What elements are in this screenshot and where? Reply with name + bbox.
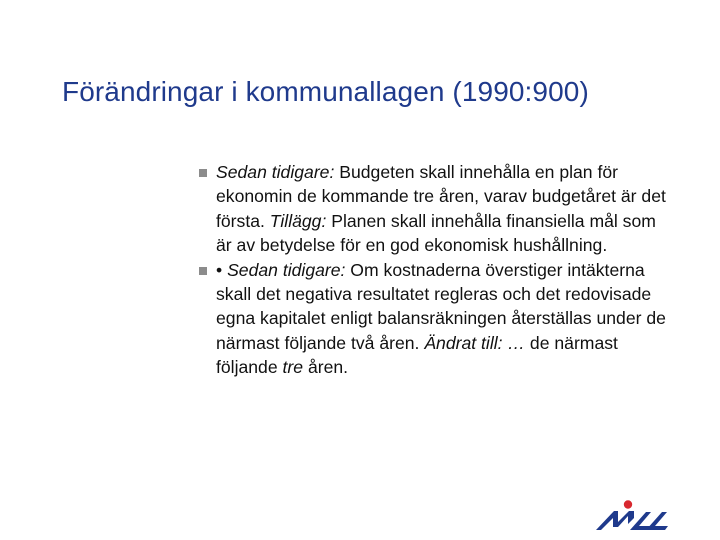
- bullet-text: [216, 162, 666, 255]
- nll-logo-icon: [594, 498, 670, 532]
- square-bullet-icon: [199, 169, 207, 177]
- bullet-text-run: Planen skall innehålla finansiella mål som är av betydelse för en god ekonomisk hushållning.: [216, 210, 656, 256]
- label-sedan-tidigare: Sedan tidigare:: [216, 162, 335, 182]
- label-tillagg: Tillägg:: [269, 210, 327, 231]
- logo-mark: [596, 511, 668, 530]
- bullet-text: [216, 260, 666, 378]
- bullet-item: [196, 258, 666, 380]
- bullet-text-run: åren.: [303, 357, 349, 378]
- bullet-text-run: Om kostnaderna överstiger intäkterna skall det negativa resultatet regleras och det redovisade egna kapitalet enligt balansräkningen återställas under de närmast följande två åren.: [216, 259, 666, 353]
- bullet-list: [196, 160, 666, 380]
- label-andrat-till: Ändrat till: …: [424, 332, 526, 353]
- bullet-text-run: Budgeten skall innehålla en plan för ekonomin de kommande tre åren, varav budgetåret är det första.: [216, 162, 666, 231]
- logo-dot: [624, 500, 632, 508]
- bullet-text-run: de närmast följande: [216, 332, 618, 378]
- emphasis-tre: tre: [282, 357, 304, 378]
- slide-title: Förändringar i kommunallagen (1990:900): [62, 76, 589, 107]
- square-bullet-icon: [199, 267, 207, 275]
- bullet-text-run: •: [216, 259, 228, 280]
- label-sedan-tidigare: Sedan tidigare:: [227, 259, 346, 280]
- bullet-item: [196, 160, 666, 258]
